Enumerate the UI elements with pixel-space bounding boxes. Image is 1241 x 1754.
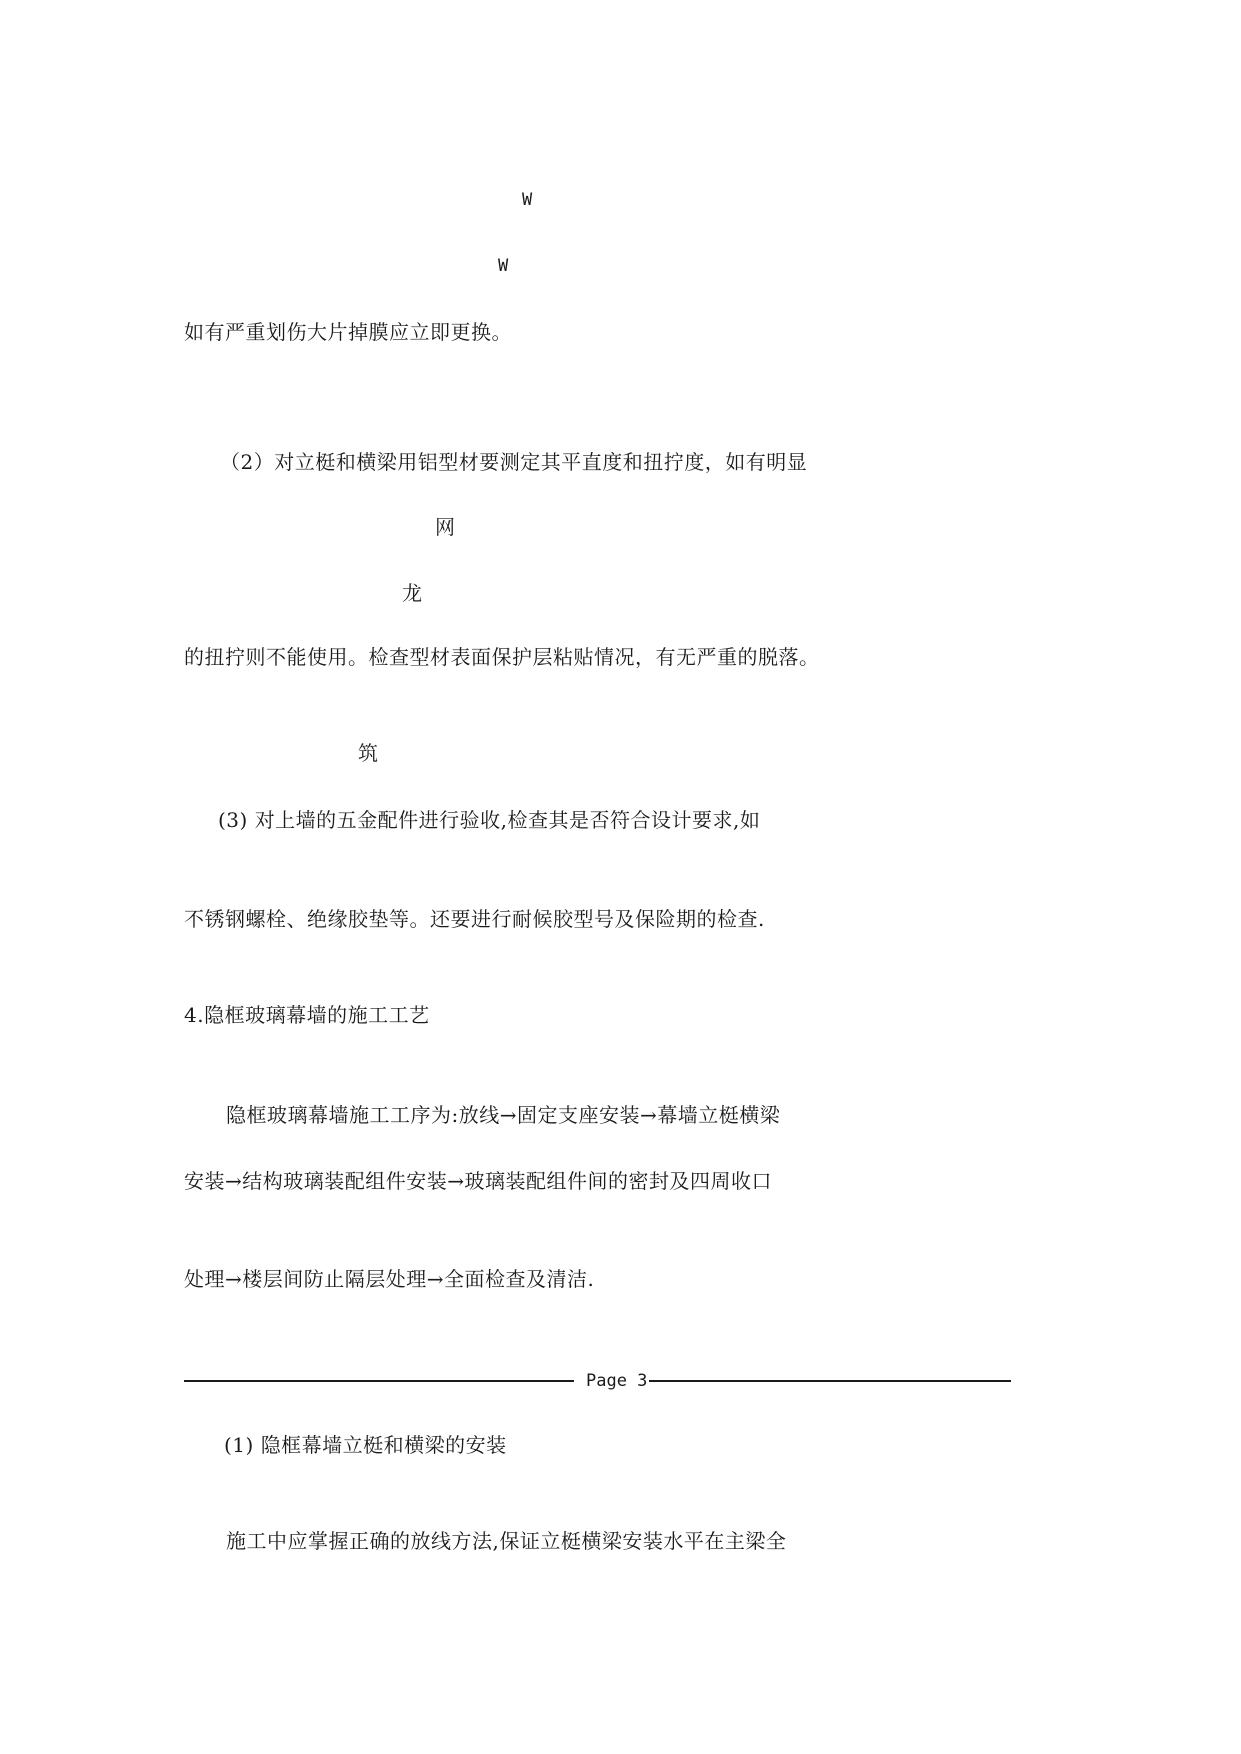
stray-char: 网 — [435, 515, 456, 539]
paragraph-line: 安装→结构玻璃装配组件安装→玻璃装配组件间的密封及四周收口 — [184, 1169, 773, 1193]
paragraph-line: 处理→楼层间防止隔层处理→全面检查及清洁. — [184, 1267, 595, 1291]
paragraph-line: 的扭拧则不能使用。检查型材表面保护层粘贴情况，有无严重的脱落。 — [184, 645, 820, 669]
subsection-heading: (1) 隐框幕墙立梃和横梁的安装 — [224, 1433, 507, 1457]
stray-char-w-2: W — [498, 256, 509, 276]
paragraph-line: 隐框玻璃幕墙施工工序为:放线→固定支座安装→幕墙立梃横梁 — [226, 1103, 781, 1127]
paragraph-line: 不锈钢螺栓、绝缘胶垫等。还要进行耐候胶型号及保险期的检查. — [184, 907, 765, 931]
paragraph-line: （2）对立梃和横梁用铝型材要测定其平直度和扭拧度，如有明显 — [220, 450, 808, 474]
page-marker: Page 3 — [586, 1371, 648, 1391]
stray-char-w-1: W — [522, 190, 533, 210]
paragraph-line: (3) 对上墙的五金配件进行验收,检查其是否符合设计要求,如 — [218, 808, 761, 832]
paragraph-line: 如有严重划伤大片掉膜应立即更换。 — [184, 320, 512, 344]
divider-dash-right — [649, 1380, 1011, 1382]
divider-dash-left — [184, 1380, 574, 1382]
page-break-divider — [184, 1369, 1011, 1393]
stray-char: 龙 — [402, 581, 423, 605]
paragraph-line: 施工中应掌握正确的放线方法,保证立梃横梁安装水平在主梁全 — [226, 1529, 787, 1553]
section-heading: 4.隐框玻璃幕墙的施工工艺 — [184, 1003, 430, 1027]
stray-char: 筑 — [358, 741, 379, 765]
